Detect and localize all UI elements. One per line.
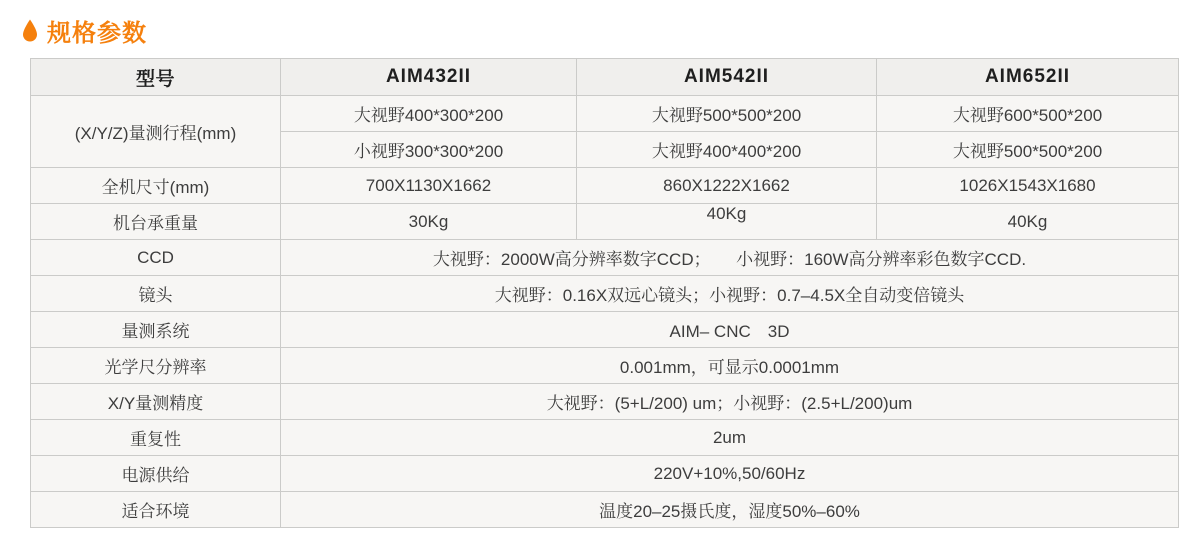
row-label-repeatability: 重复性 — [31, 420, 281, 456]
system-value: AIM– CNC 3D — [281, 312, 1179, 348]
spec-table — [30, 58, 1179, 528]
table-row-ccd — [31, 240, 1179, 276]
table-row-system — [31, 312, 1179, 348]
table-row-travel-1 — [31, 96, 1179, 132]
header-model-aim542: AIM542II — [577, 59, 877, 96]
travel-large-542: 大视野500*500*200 — [577, 96, 877, 132]
table-row-accuracy — [31, 384, 1179, 420]
row-label-lens: 镜头 — [31, 276, 281, 312]
travel-small-432: 小视野300*300*200 — [281, 132, 577, 168]
travel-large-432: 大视野400*300*200 — [281, 96, 577, 132]
table-row-repeatability — [31, 420, 1179, 456]
table-row-size — [31, 168, 1179, 204]
page-title: 规格参数 — [47, 20, 147, 47]
travel-large-652: 大视野600*500*200 — [877, 96, 1179, 132]
row-label-environment: 适合环境 — [31, 492, 281, 528]
environment-value: 温度20–25摄氏度，湿度50%–60% — [281, 492, 1179, 528]
accuracy-value: 大视野：(5+L/200) um；小视野：(2.5+L/200)um — [281, 384, 1179, 420]
power-value: 220V+10%,50/60Hz — [281, 456, 1179, 492]
table-row-resolution — [31, 348, 1179, 384]
row-label-ccd: CCD — [31, 240, 281, 276]
header-model-label: 型号 — [31, 59, 281, 96]
droplet-icon — [22, 19, 38, 42]
table-row-lens — [31, 276, 1179, 312]
table-row-power — [31, 456, 1179, 492]
row-label-accuracy: X/Y量测精度 — [31, 384, 281, 420]
row-label-size: 全机尺寸(mm) — [31, 168, 281, 204]
resolution-value: 0.001mm，可显示0.0001mm — [281, 348, 1179, 384]
table-row-load — [31, 204, 1179, 240]
travel-small-542: 大视野400*400*200 — [577, 132, 877, 168]
load-652: 40Kg — [877, 204, 1179, 240]
row-label-system: 量测系统 — [31, 312, 281, 348]
repeatability-value: 2um — [281, 420, 1179, 456]
row-label-load: 机台承重量 — [31, 204, 281, 240]
lens-value: 大视野：0.16X双远心镜头；小视野：0.7–4.5X全自动变倍镜头 — [281, 276, 1179, 312]
load-432: 30Kg — [281, 204, 577, 240]
size-652: 1026X1543X1680 — [877, 168, 1179, 204]
section-header — [22, 13, 147, 48]
header-model-aim652: AIM652II — [877, 59, 1179, 96]
row-label-power: 电源供给 — [31, 456, 281, 492]
row-label-travel: (X/Y/Z)量测行程(mm) — [31, 96, 281, 168]
size-432: 700X1130X1662 — [281, 168, 577, 204]
table-row-environment — [31, 492, 1179, 528]
travel-small-652: 大视野500*500*200 — [877, 132, 1179, 168]
row-label-resolution: 光学尺分辨率 — [31, 348, 281, 384]
size-542: 860X1222X1662 — [577, 168, 877, 204]
table-header-row — [31, 59, 1179, 96]
header-model-aim432: AIM432II — [281, 59, 577, 96]
ccd-value: 大视野：2000W高分辨率数字CCD； 小视野：160W高分辨率彩色数字CCD. — [281, 240, 1179, 276]
load-542: 40Kg — [577, 204, 877, 240]
